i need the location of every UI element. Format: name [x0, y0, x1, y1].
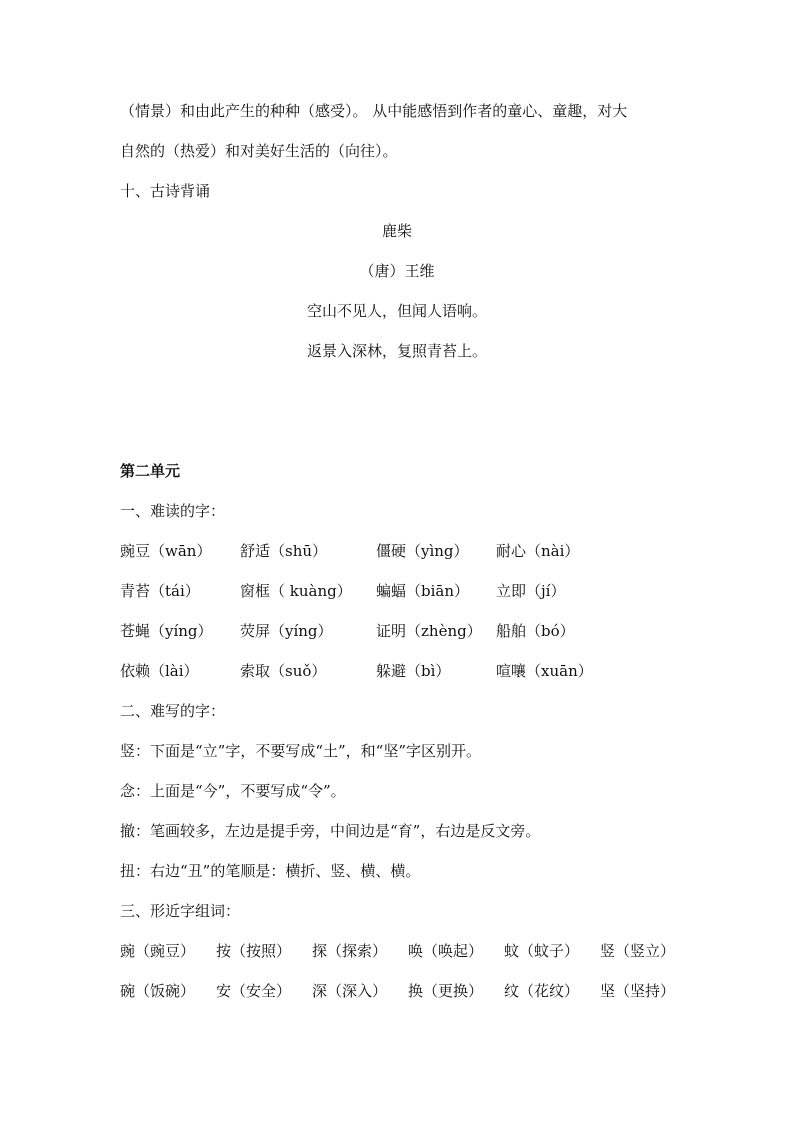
- hard-write-item: 扭：右边“丑”的笔顺是：横折、竖、横、横。: [120, 862, 421, 880]
- hard-read-cell: 躲避（bì）: [376, 662, 451, 680]
- hard-read-cell: 依赖（lài）: [120, 662, 199, 680]
- similar-chars-cell: 纹（花纹）: [504, 982, 580, 1000]
- similar-chars-heading: 三、形近字组词：: [120, 902, 241, 920]
- similar-chars-cell: 深（深入）: [312, 982, 388, 1000]
- hard-read-heading: 一、难读的字：: [120, 502, 226, 520]
- hard-read-cell: 蝙蝠（biān）: [376, 582, 470, 600]
- hard-read-cell: 荧屏（yíng）: [240, 622, 333, 640]
- similar-chars-cell: 蚊（蚊子）: [504, 942, 580, 960]
- poem-author: （唐）王维: [359, 262, 435, 280]
- similar-chars-cell: 换（更换）: [408, 982, 484, 1000]
- hard-read-cell: 窗框（ kuàng）: [240, 582, 352, 600]
- hard-read-cell: 喧嚷（xuān）: [496, 662, 593, 680]
- intro-line-1: （情景）和由此产生的种种（感受）。 从中能感悟到作者的童心、童趣，对大: [120, 102, 628, 120]
- poem-line-2: 返景入深林，复照青苔上。: [306, 342, 487, 360]
- similar-chars-cell: 豌（豌豆）: [120, 942, 196, 960]
- similar-chars-cell: 唤（唤起）: [408, 942, 484, 960]
- poem-line-1: 空山不见人，但闻人语响。: [306, 302, 487, 320]
- hard-read-cell: 豌豆（wān）: [120, 542, 212, 560]
- hard-read-cell: 耐心（nài）: [496, 542, 580, 560]
- hard-read-cell: 证明（zhèng）: [376, 622, 482, 640]
- similar-chars-cell: 探（探索）: [312, 942, 388, 960]
- intro-line-2: 自然的（热爱）和对美好生活的（向往）。: [120, 142, 398, 160]
- hard-read-cell: 索取（suǒ）: [240, 662, 327, 680]
- hard-read-cell: 苍蝇（yíng）: [120, 622, 213, 640]
- hard-write-heading: 二、难写的字：: [120, 702, 226, 720]
- hard-write-item: 念：上面是“今”，不要写成“令”。: [120, 782, 346, 800]
- poem-title: 鹿柴: [381, 222, 412, 240]
- hard-read-cell: 舒适（shū）: [240, 542, 328, 560]
- hard-write-item: 竖：下面是“立”字，不要写成“土”，和“坚”字区别开。: [120, 742, 482, 760]
- hard-read-cell: 船舶（bó）: [496, 622, 575, 640]
- similar-chars-cell: 按（按照）: [216, 942, 292, 960]
- similar-chars-cell: 安（安全）: [216, 982, 292, 1000]
- hard-read-cell: 青苔（tái）: [120, 582, 200, 600]
- hard-read-cell: 立即（jí）: [496, 582, 566, 600]
- similar-chars-cell: 竖（竖立）: [600, 942, 676, 960]
- unit-title: 第二单元: [120, 462, 181, 480]
- hard-read-cell: 僵硬（yìng）: [376, 542, 469, 560]
- section-heading-poem: 十、古诗背诵: [120, 182, 211, 200]
- similar-chars-cell: 坚（坚持）: [600, 982, 676, 1000]
- hard-write-item: 撤：笔画较多，左边是提手旁，中间边是“育”，右边是反文旁。: [120, 822, 541, 840]
- similar-chars-cell: 碗（饭碗）: [120, 982, 196, 1000]
